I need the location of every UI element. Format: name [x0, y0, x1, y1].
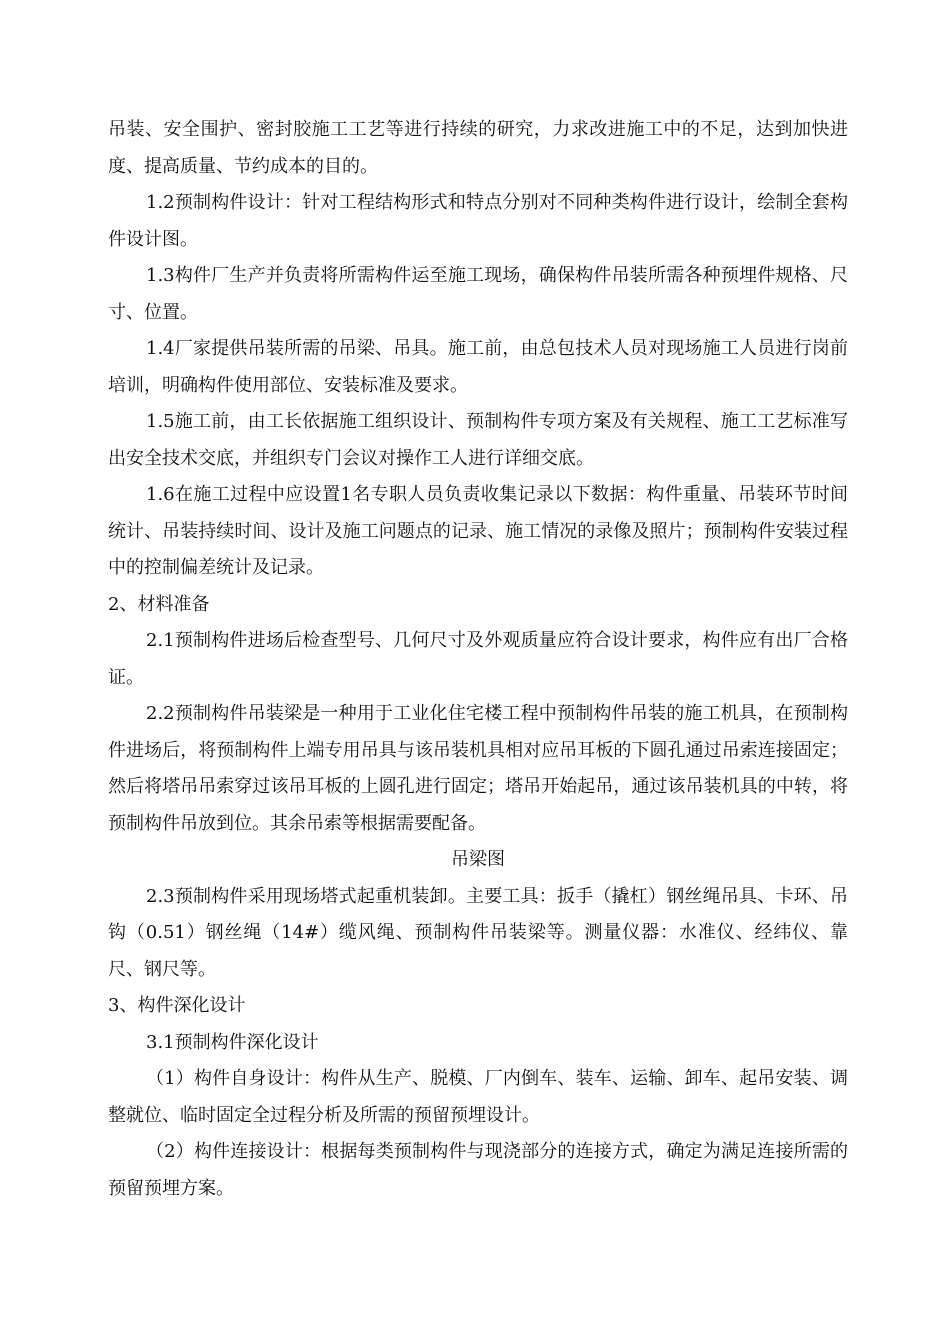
- figure-caption: 吊梁图: [451, 849, 505, 870]
- section-heading-3: 3、构件深化设计: [108, 995, 246, 1016]
- paragraph-1-5: 1.5施工前，由工长依据施工组织设计、预制构件专项方案及有关规程、施工工艺标准写出安全技术交底，并组织专门会议对操作工人进行详细交底。: [108, 411, 848, 469]
- subsection-heading-3-1: 3.1预制构件深化设计: [146, 1031, 319, 1053]
- paragraph-1-4: 1.4厂家提供吊装所需的吊梁、吊具。施工前，由总包技术人员对现场施工人员进行岗前培训，明确构件使用部位、安装标准及要求。: [108, 338, 848, 396]
- paragraph-2-1: 2.1预制构件进场后检查型号、几何尺寸及外观质量应符合设计要求，构件应有出厂合格证。: [108, 630, 848, 688]
- paragraph-1-6: 1.6在施工过程中应设置1名专职人员负责收集记录以下数据：构件重量、吊装环节时间统计、吊装持续时间、设计及施工问题点的记录、施工情况的录像及照片；预制构件安装过程中的控制偏差统计及记录。: [108, 484, 848, 578]
- document-body: [108, 112, 848, 1207]
- paragraph-2-3: 2.3预制构件采用现场塔式起重机装卸。主要工具：扳手（撬杠）钢丝绳吊具、卡环、吊钩（0.51）钢丝绳（14#）缆风绳、预制构件吊装梁等。测量仪器：水准仪、经纬仪、靠尺、钢尺等。: [108, 885, 848, 980]
- paragraph-1-3: 1.3构件厂生产并负责将所需构件运至施工现场，确保构件吊装所需各种预埋件规格、尺寸、位置。: [108, 265, 848, 323]
- paragraph-1-2: 1.2预制构件设计：针对工程结构形式和特点分别对不同种类构件进行设计，绘制全套构件设计图。: [108, 192, 848, 250]
- section-heading-2: 2、材料准备: [108, 593, 210, 615]
- paragraph-continuation: 吊装、安全围护、密封胶施工工艺等进行持续的研究，力求改进施工中的不足，达到加快进度、提高质量、节约成本的目的。: [108, 119, 848, 177]
- paragraph-item-1: （1）构件自身设计：构件从生产、脱模、厂内倒车、装车、运输、卸车、起吊安装、调整就位、临时固定全过程分析及所需的预留预埋设计。: [108, 1068, 848, 1126]
- paragraph-2-2: 2.2预制构件吊装梁是一种用于工业化住宅楼工程中预制构件吊装的施工机具，在预制构件进场后，将预制构件上端专用吊具与该吊装机具相对应吊耳板的下圆孔通过吊索连接固定；然后将塔吊吊索穿过该吊耳板的上圆孔进行固定；塔吊开始起吊，通过该吊装机具的中转，将预制构件吊放到位。其余吊索等根据需要配备。: [108, 703, 848, 834]
- paragraph-item-2: （2）构件连接设计：根据每类预制构件与现浇部分的连接方式，确定为满足连接所需的预留预埋方案。: [108, 1141, 848, 1199]
